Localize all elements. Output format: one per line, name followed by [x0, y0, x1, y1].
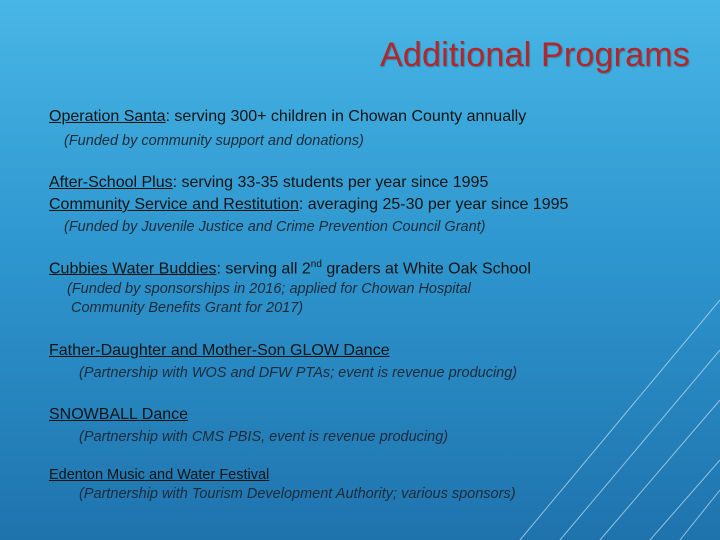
program-snowball-dance [49, 406, 188, 424]
slide-title: Additional Programs [380, 36, 690, 74]
program-desc: : serving 300+ children in Chowan County annually [165, 108, 527, 125]
program-desc: : serving 33-35 students per year since 1995 [172, 174, 489, 191]
program-community-service [49, 196, 568, 214]
program-note-line-2: Community Benefits Grant for 2017) [71, 300, 304, 316]
program-operation-santa [49, 108, 526, 126]
program-note-line-1: (Funded by sponsorships in 2016; applied for Chowan Hospital [67, 281, 471, 297]
program-name: Operation Santa [49, 108, 166, 125]
program-note: (Funded by community support and donations) [64, 133, 364, 149]
program-cubbies-water-buddies [49, 259, 531, 278]
program-after-school-plus [49, 174, 488, 192]
program-desc: : averaging 25-30 per year since 1995 [298, 196, 569, 213]
program-note: (Funded by Juvenile Justice and Crime Prevention Council Grant) [64, 219, 486, 235]
program-note: (Partnership with WOS and DFW PTAs; event is revenue producing) [79, 365, 518, 381]
program-name: SNOWBALL Dance [49, 406, 189, 423]
program-name: After-School Plus [49, 174, 173, 191]
program-name: Father-Daughter and Mother-Son GLOW Dance [49, 342, 390, 359]
program-glow-dance [49, 342, 390, 360]
program-desc-post: graders at White Oak School [321, 260, 531, 278]
program-note: (Partnership with CMS PBIS, event is revenue producing) [79, 429, 449, 445]
program-name: Cubbies Water Buddies [49, 260, 217, 278]
program-desc-pre: : serving all 2 [216, 260, 311, 278]
program-name: Community Service and Restitution [49, 196, 299, 213]
program-music-water-festival [49, 467, 269, 483]
program-note: (Partnership with Tourism Development Authority; various sponsors) [79, 486, 516, 502]
program-desc-sup: nd [310, 259, 322, 270]
program-name: Edenton Music and Water Festival [49, 467, 270, 483]
